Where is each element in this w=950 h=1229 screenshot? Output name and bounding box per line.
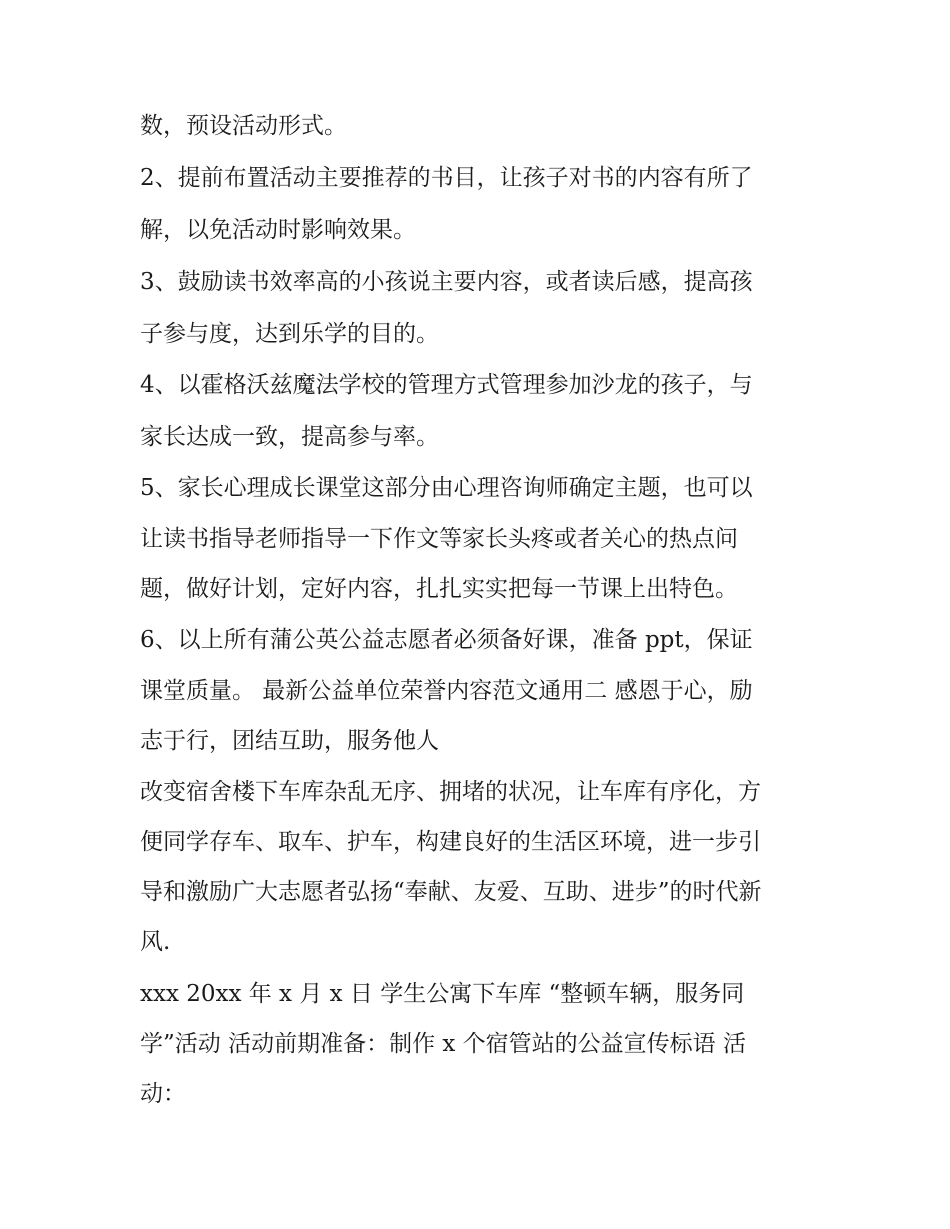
text-line: 数，预设活动形式。 <box>140 113 347 139</box>
text-line: 学”活动 活动前期准备：制作 x 个宿管站的公益宣传标语 活 <box>140 1031 746 1057</box>
text-line: xxx 20xx 年 x 月 x 日 学生公寓下车库 “整顿车辆，服务同 <box>140 981 745 1007</box>
text-line: 2、提前布置活动主要推荐的书目，让孩子对书的内容有所了 <box>140 165 753 191</box>
text-line: 家长达成一致，提高参与率。 <box>140 424 439 450</box>
text-line: 便同学存车、取车、护车，构建良好的生活区环境，进一步引 <box>140 829 761 855</box>
text-line: 课堂质量。 最新公益单位荣誉内容范文通用二 感恩于心，励 <box>140 678 753 704</box>
text-line: 改变宿舍楼下车库杂乱无序、拥堵的状况，让车库有序化，方 <box>140 779 761 805</box>
text-line: 3、鼓励读书效率高的小孩说主要内容，或者读后感，提高孩 <box>140 269 753 295</box>
text-line: 解，以免活动时影响效果。 <box>140 217 416 243</box>
text-line: 志于行，团结互助，服务他人 <box>140 728 439 754</box>
text-line: 导和激励广大志愿者弘扬“奉献、友爱、互助、进步”的时代新 <box>140 879 762 905</box>
text-line: 5、家长心理成长课堂这部分由心理咨询师确定主题，也可以 <box>140 475 753 501</box>
text-line: 题，做好计划，定好内容，扎扎实实把每一节课上出特色。 <box>140 576 738 602</box>
text-line: 让读书指导老师指导一下作文等家长头疼或者关心的热点问 <box>140 526 738 552</box>
text-line: 风. <box>140 929 171 955</box>
text-line: 动： <box>140 1081 186 1107</box>
text-line: 4、以霍格沃兹魔法学校的管理方式管理参加沙龙的孩子，与 <box>140 372 753 398</box>
text-line: 子参与度，达到乐学的目的。 <box>140 321 439 347</box>
text-line: 6、以上所有蒲公英公益志愿者必须备好课，准备 ppt，保证 <box>140 627 753 653</box>
